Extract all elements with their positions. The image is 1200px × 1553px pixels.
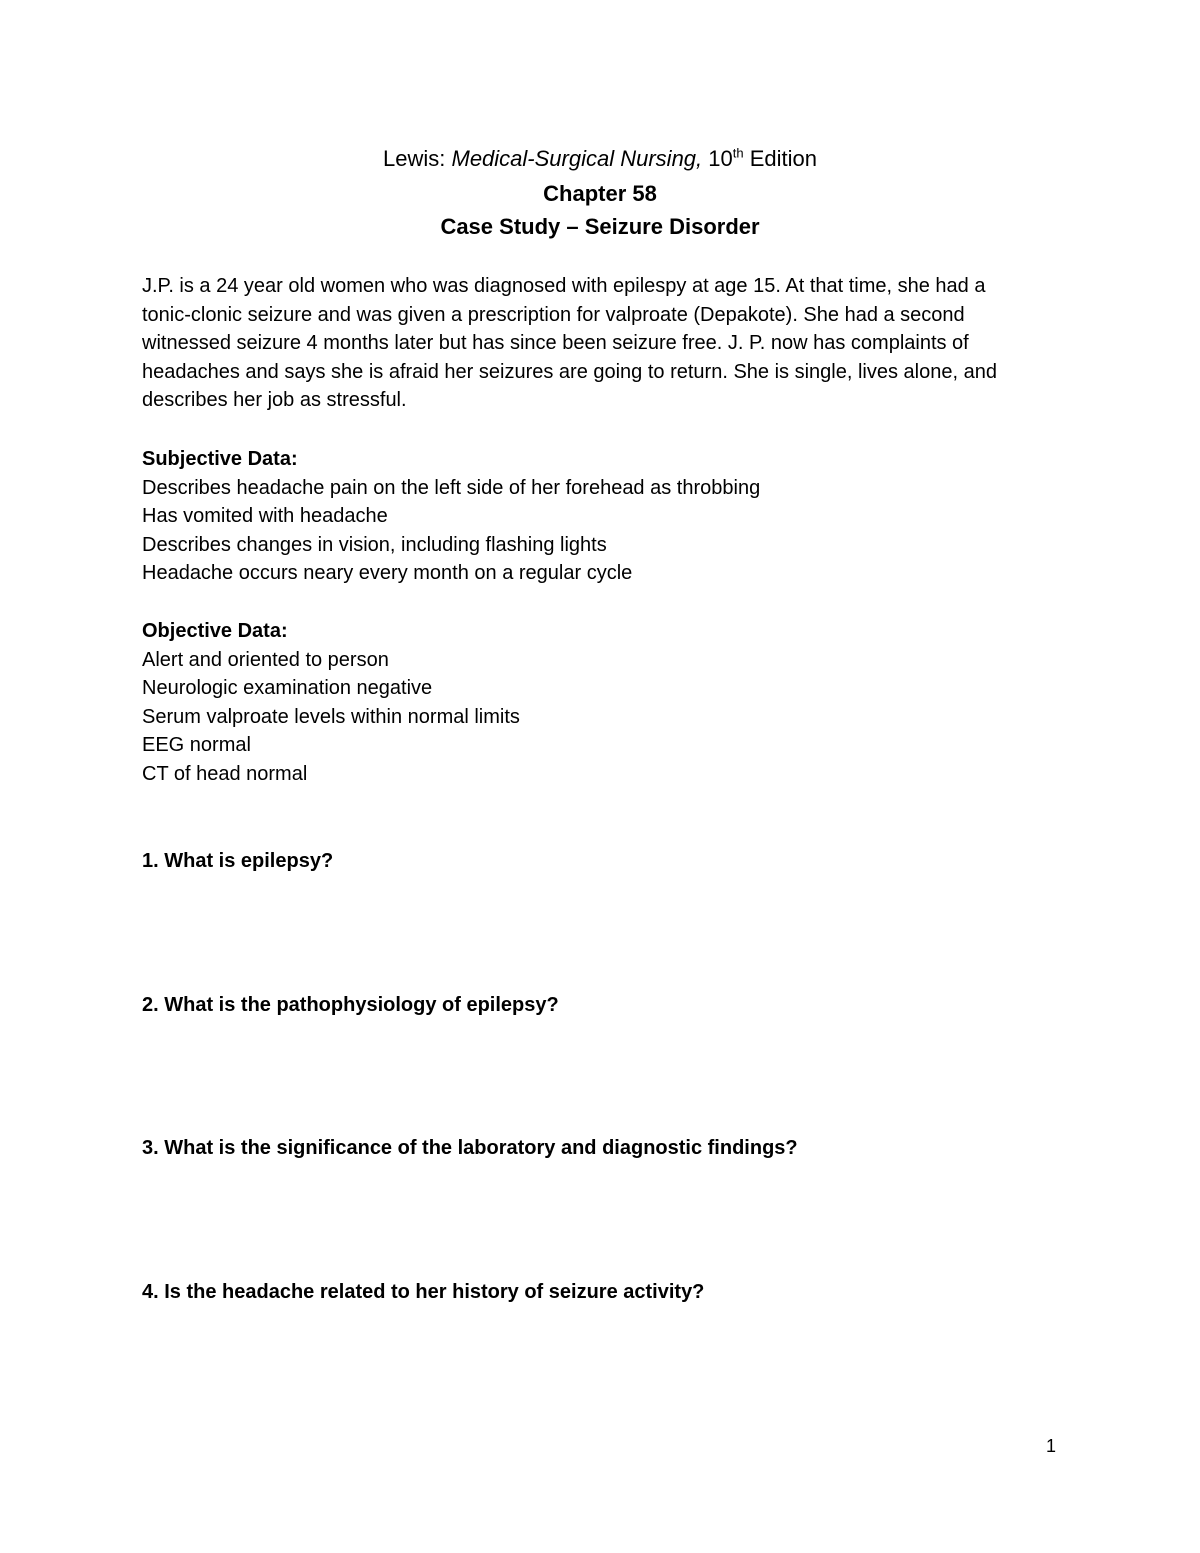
question-1: 1. What is epilepsy? bbox=[142, 850, 334, 872]
intro-line: witnessed seizure 4 months later but has since been seizure free. J. P. now has complaints of bbox=[142, 332, 969, 355]
subjective-data-item: Describes headache pain on the left side of her forehead as throbbing bbox=[142, 476, 761, 499]
objective-data-heading: Objective Data: bbox=[142, 620, 288, 642]
book-title: Medical-Surgical Nursing, bbox=[451, 146, 703, 171]
chapter-title: Chapter 58 bbox=[543, 181, 657, 206]
question-3: 3. What is the significance of the laboratory and diagnostic findings? bbox=[142, 1137, 798, 1159]
subjective-data-heading: Subjective Data: bbox=[142, 448, 298, 470]
objective-data-item: Serum valproate levels within normal limits bbox=[142, 705, 520, 728]
question-2: 2. What is the pathophysiology of epilepsy? bbox=[142, 994, 559, 1016]
question-4: 4. Is the headache related to her history of seizure activity? bbox=[142, 1281, 705, 1303]
edition-word: Edition bbox=[743, 146, 817, 171]
intro-line: tonic-clonic seizure and was given a prescription for valproate (Depakote). She had a second bbox=[142, 303, 965, 326]
subjective-data-section bbox=[142, 445, 1062, 588]
objective-data-section bbox=[142, 617, 1062, 789]
objective-data-item: CT of head normal bbox=[142, 762, 308, 785]
intro-line: describes her job as stressful. bbox=[142, 389, 407, 412]
intro-line: J.P. is a 24 year old women who was diagnosed with epilespy at age 15. At that time, she had a bbox=[142, 275, 986, 297]
subjective-data-item: Describes changes in vision, including flashing lights bbox=[142, 533, 607, 556]
intro-line: headaches and says she is afraid her seizures are going to return. She is single, lives alone, and bbox=[142, 360, 997, 383]
case-intro-paragraph bbox=[142, 272, 1062, 415]
edition-number: 10 bbox=[702, 146, 733, 171]
edition-suffix: th bbox=[732, 145, 744, 161]
objective-data-item: Neurologic examination negative bbox=[142, 677, 433, 700]
case-study-title: Case Study – Seizure Disorder bbox=[440, 214, 760, 239]
objective-data-item: Alert and oriented to person bbox=[142, 648, 389, 671]
subjective-data-item: Has vomited with headache bbox=[142, 505, 388, 528]
book-reference bbox=[0, 144, 1200, 174]
page-number: 1 bbox=[1046, 1436, 1057, 1456]
author-name: Lewis: bbox=[383, 146, 452, 171]
objective-data-item: EEG normal bbox=[142, 734, 251, 757]
subjective-data-item: Headache occurs neary every month on a regular cycle bbox=[142, 562, 633, 585]
